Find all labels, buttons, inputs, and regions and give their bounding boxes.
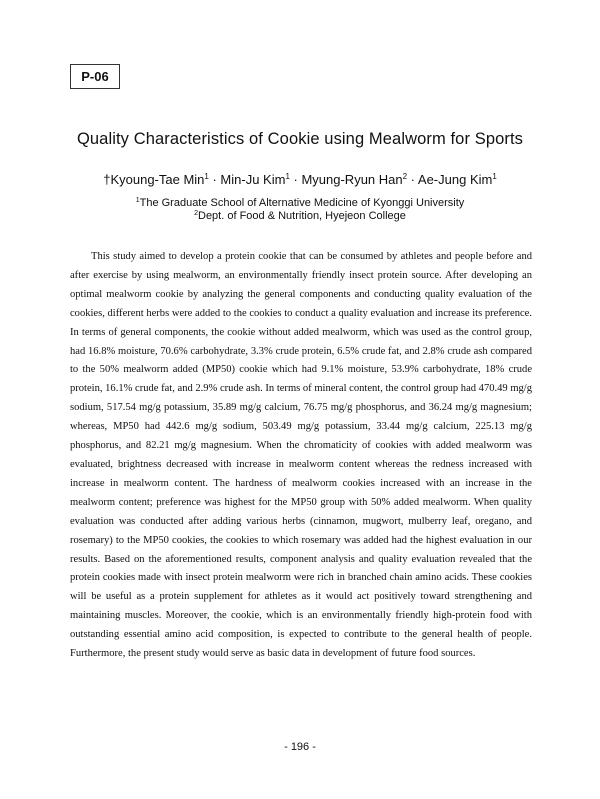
author-prefix: †	[103, 172, 111, 187]
affiliation-text: The Graduate School of Alternative Medicine of Kyonggi University	[139, 197, 465, 209]
author-name: Myung-Ryun Han	[301, 172, 403, 187]
author-separator: ·	[407, 172, 418, 187]
author-name: Min-Ju Kim	[220, 172, 286, 187]
affiliation-number: 2	[194, 210, 198, 217]
page-number: - 196 -	[284, 741, 316, 753]
abstract-body: This study aimed to develop a protein cookie that can be consumed by athletes and people before and after exercise by using mealworm, an environmentally friendly insect protein source. After developing an optimal mealworm cookie by analyzing the general components and conducting quality evaluation of the cookies, different herbs were added to the cookies to conduct a quality evaluation and increase its preference. In terms of general components, the cookie without added mealworm, which was used as the control group, had 16.8% moisture, 70.6% carbohydrate, 3.3% crude protein, 6.5% crude fat, and 2.8% crude ash compared to the 50% mealworm added (MP50) cookie which had 9.1% moisture, 53.9% carbohydrate, 18% crude protein, 16.1% crude fat, and 2.9% crude ash. In terms of mineral content, the control group had 470.49 mg/g sodium, 517.54 mg/g potassium, 35.89 mg/g calcium, 76.75 mg/g phosphorus, and 36.24 mg/g magnesium; whereas, MP50 had 442.6 mg/g sodium, 503.49 mg/g potassium, 33.44 mg/g calcium, 225.13 mg/g phosphorus, and 82.21 mg/g magnesium. When the chromaticity of cookies with added mealworm was evaluated, brightness decreased with increase in mealworm content whereas the redness increased with increase in mealworm content. The hardness of mealworm cookies increased with an increase in the mealworm content; preference was highest for the MP50 group with 50% added mealworm. When quality evaluation was conducted after adding various herbs (cinnamon, mugwort, mulberry leaf, oregano, and rosemary) to the MP50 cookies, the cookies to which rosemary was added had the highest evaluation in our results. Based on the aforementioned results, component analysis and quality evaluation revealed that the protein cookies made with insect protein mealworm were rich in branched chain amino acids. These cookies will be useful as a protein supplement for athletes as it would act positively toward strengthening and maintaining muscles. Moreover, the cookie, which is an environmentally friendly high-protein food with outstanding essential amino acid composition, is expected to contribute to the general health of people. Furthermore, the present study would serve as basic data in development of future food sources.	[70, 251, 532, 660]
author-name: Ae-Jung Kim	[417, 172, 493, 187]
paper-title: Quality Characteristics of Cookie using Mealworm for Sports	[76, 130, 524, 148]
author-separator: ·	[208, 172, 221, 187]
author-affiliation-mark: 1	[492, 172, 497, 181]
affiliation	[0, 207, 600, 223]
affiliation-number: 1	[135, 197, 140, 204]
author-affiliation-mark: 1	[285, 172, 290, 181]
author-separator: ·	[289, 172, 302, 187]
author-name: Kyoung-Tae Min	[110, 172, 205, 187]
author-affiliation-mark: 2	[402, 172, 408, 181]
affiliation-text: Dept. of Food & Nutrition, Hyejeon College	[198, 210, 406, 222]
author-affiliation-mark: 1	[204, 172, 209, 181]
poster-label: P-06	[70, 64, 120, 89]
author-list	[0, 172, 600, 187]
